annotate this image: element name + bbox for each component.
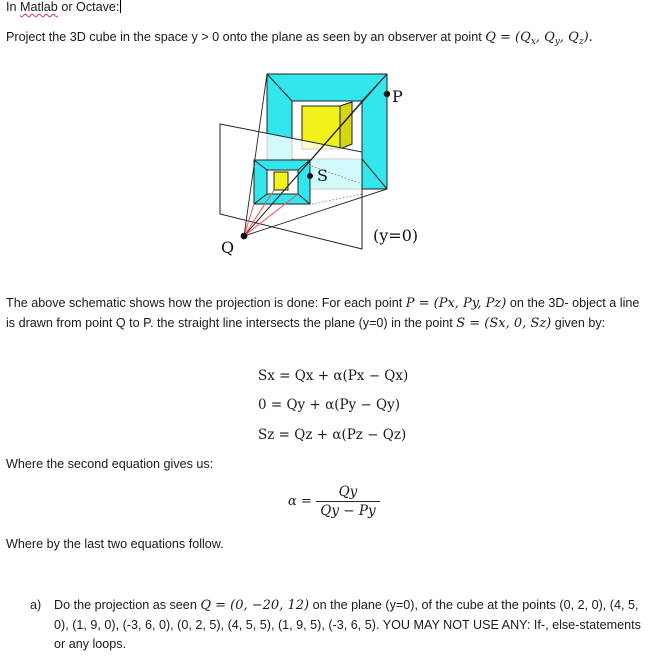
intro-q-formula	[485, 30, 593, 45]
intro-line	[6, 28, 593, 52]
alpha-numerator: Qy	[316, 484, 379, 502]
label-p: P	[392, 87, 403, 106]
label-plane: (y=0)	[373, 226, 419, 245]
explanation-part-2: on the 3D- object a line is drawn from point Q to P. the straight line intersects the plane (y=0) in the point	[6, 296, 640, 330]
equation-zero: 0 = Qy + α(Py − Qy)	[258, 397, 401, 413]
intro-text: Project the 3D cube in the space y > 0 onto the plane as seen by an observer at point	[6, 30, 486, 44]
question-a-marker: a)	[30, 598, 42, 612]
second-equation-text: Where the second equation gives us:	[6, 457, 214, 471]
question-part-2: on the plane (y=0), of the cube at the points (0, 2, 0), (4, 5, 0), (1, 9, 0), (-3, 6, 0), (0, 2, 5), (4, 5, 5), (1, 9, 5), (-3, 6, 5). YOU MAY NOT USE ANY: If-, else-statements or any loops.	[54, 598, 641, 651]
text-cursor	[120, 0, 121, 13]
equation-sz: Sz = Qz + α(Pz − Qz)	[258, 427, 407, 443]
question-a-body	[54, 596, 646, 655]
q-formula-part: Q = (Q	[485, 30, 531, 45]
follow-text: Where by the last two equations follow.	[6, 537, 224, 551]
point-s-marker	[307, 173, 313, 179]
label-s: S	[317, 166, 328, 185]
small-cube-yellow-face	[274, 172, 288, 190]
q-sub-y: y	[554, 37, 560, 47]
explanation-paragraph	[6, 294, 646, 333]
question-q-formula: Q = (0, −20, 12)	[200, 598, 310, 613]
explanation-s-formula: S = (Sx, 0, Sz)	[456, 315, 552, 331]
heading-misspelled-word: Matlab	[20, 0, 58, 14]
q-sub-z: z	[578, 37, 584, 47]
alpha-denominator: Qy − Py	[320, 503, 376, 519]
alpha-equation	[288, 484, 380, 519]
point-p-marker	[384, 91, 390, 97]
q-sep-2: , Q	[559, 30, 579, 45]
equation-sx: Sx = Qx + α(Px − Qx)	[258, 368, 409, 384]
q-sep-1: , Q	[535, 30, 555, 45]
heading-prefix: In	[6, 0, 21, 14]
label-q: Q	[221, 238, 235, 257]
explanation-p-formula: P = (Px, Py, Pz)	[405, 296, 507, 311]
point-q-marker	[241, 233, 248, 240]
alpha-lhs: α =	[288, 494, 312, 509]
heading-suffix: or Octave:	[57, 0, 120, 14]
question-a	[32, 596, 646, 655]
q-close: ).	[583, 30, 593, 45]
q-sub-x: x	[530, 37, 536, 47]
alpha-fraction	[316, 484, 379, 519]
explanation-part-3: given by:	[551, 315, 606, 330]
explanation-part-1: The above schematic shows how the projection is done: For each point	[6, 296, 406, 310]
heading-line	[6, 0, 121, 14]
question-part-1: Do the projection as seen	[54, 598, 201, 612]
